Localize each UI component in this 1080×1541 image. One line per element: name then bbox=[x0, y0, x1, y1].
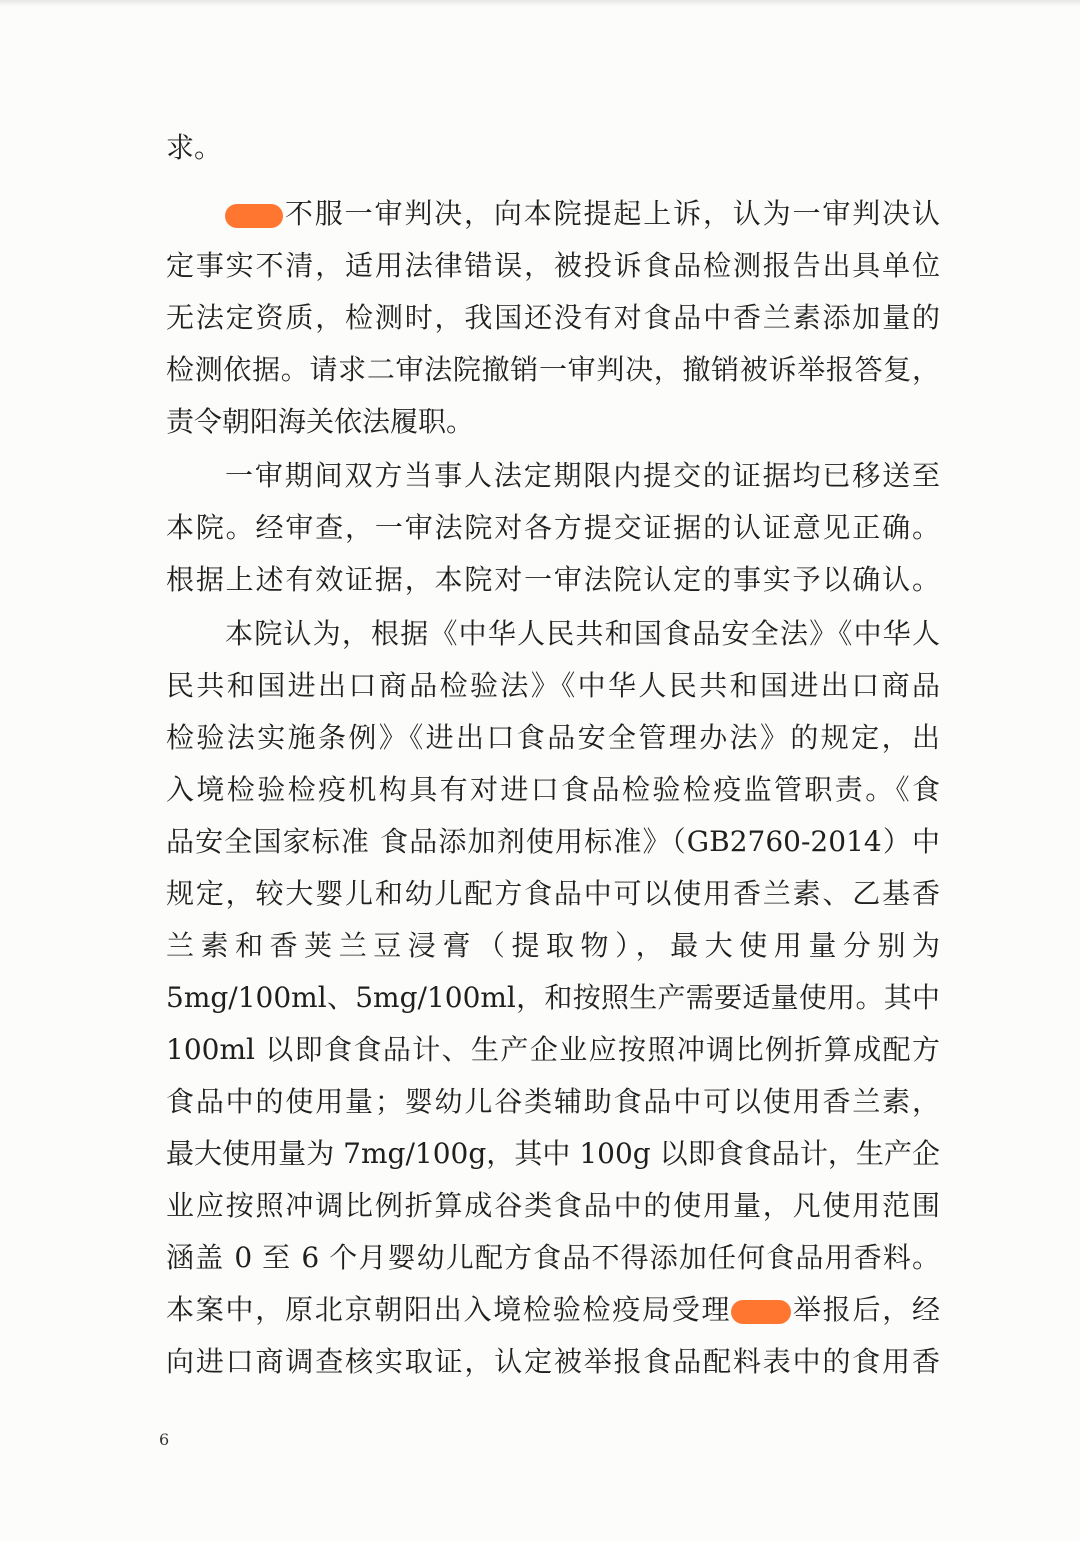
text-line-18 bbox=[166, 1033, 940, 1067]
text-line-15 bbox=[166, 877, 940, 911]
text-line-5-content: 检测依据。请求二审法院撤销一审判决，撤销被诉举报答复， bbox=[166, 353, 940, 386]
redaction-mark bbox=[225, 204, 283, 228]
text-line-6-content: 责令朝阳海关依法履职。 bbox=[166, 405, 475, 438]
text-line-16 bbox=[166, 929, 940, 963]
text-line-3-content: 定事实不清，适用法律错误，被投诉食品检测报告出具单位 bbox=[166, 249, 940, 282]
text-line-24 bbox=[166, 1345, 940, 1379]
text-line-23 bbox=[166, 1293, 940, 1327]
text-line-11-content: 民共和国进出口商品检验法》《中华人民共和国进出口商品 bbox=[166, 669, 940, 702]
text-line-23-part-1: 本案中，原北京朝阳出入境检验检疫局受理 bbox=[166, 1293, 732, 1326]
text-line-10-content: 本院认为，根据《中华人民共和国食品安全法》《中华人 bbox=[225, 617, 940, 650]
text-line-11 bbox=[166, 669, 940, 703]
text-line-1-content: 求。 bbox=[166, 131, 223, 164]
page-number: 6 bbox=[159, 1430, 170, 1449]
text-line-14-content: 品安全国家标准 食品添加剂使用标准》（GB2760-2014）中 bbox=[166, 825, 940, 858]
text-line-19-content: 食品中的使用量；婴幼儿谷类辅助食品中可以使用香兰素， bbox=[166, 1085, 940, 1118]
text-line-22-content: 涵盖 0 至 6 个月婴幼儿配方食品不得添加任何食品用香料。 bbox=[166, 1241, 940, 1274]
text-line-19 bbox=[166, 1085, 940, 1119]
text-line-24-content: 向进口商调查核实取证，认定被举报食品配料表中的食用香 bbox=[166, 1345, 940, 1378]
text-line-22 bbox=[166, 1241, 940, 1275]
text-line-8-content: 本院。经审查，一审法院对各方提交证据的认证意见正确。 bbox=[166, 511, 940, 544]
scan-edge bbox=[0, 0, 1080, 6]
text-line-20 bbox=[166, 1137, 940, 1171]
text-line-13 bbox=[166, 773, 940, 807]
text-line-21 bbox=[166, 1189, 940, 1223]
text-line-23-part-2: 举报后，经 bbox=[791, 1293, 940, 1326]
text-line-13-content: 入境检验检疫机构具有对进口食品检验检疫监管职责。《食 bbox=[166, 773, 940, 806]
text-line-5 bbox=[166, 353, 940, 387]
text-line-8 bbox=[166, 511, 940, 545]
text-line-4-content: 无法定资质，检测时，我国还没有对食品中香兰素添加量的 bbox=[166, 301, 940, 334]
text-line-2 bbox=[225, 197, 940, 231]
text-line-14 bbox=[166, 825, 940, 859]
text-line-17-content: 5mg/100ml、5mg/100ml，和按照生产需要适量使用。其中 bbox=[166, 981, 940, 1014]
text-line-7-content: 一审期间双方当事人法定期限内提交的证据均已移送至 bbox=[225, 459, 940, 492]
text-line-3 bbox=[166, 249, 940, 283]
text-line-21-content: 业应按照冲调比例折算成谷类食品中的使用量，凡使用范围 bbox=[166, 1189, 940, 1222]
text-line-16-content: 兰素和香荚兰豆浸膏（提取物），最大使用量分别为 bbox=[166, 929, 940, 962]
text-line-2-content: 不服一审判决，向本院提起上诉，认为一审判决认 bbox=[283, 197, 940, 230]
text-line-18-content: 100ml 以即食食品计、生产企业应按照冲调比例折算成配方 bbox=[166, 1033, 940, 1066]
redaction-mark bbox=[731, 1300, 791, 1324]
text-line-1 bbox=[166, 131, 940, 165]
text-line-4 bbox=[166, 301, 940, 335]
text-line-6 bbox=[166, 405, 940, 439]
text-line-9-content: 根据上述有效证据，本院对一审法院认定的事实予以确认。 bbox=[166, 563, 940, 596]
text-line-10 bbox=[225, 617, 940, 651]
text-line-15-content: 规定，较大婴儿和幼儿配方食品中可以使用香兰素、乙基香 bbox=[166, 877, 940, 910]
text-line-12 bbox=[166, 721, 940, 755]
text-line-12-content: 检验法实施条例》《进出口食品安全管理办法》的规定，出 bbox=[166, 721, 940, 754]
text-line-20-content: 最大使用量为 7mg/100g，其中 100g 以即食食品计，生产企 bbox=[166, 1137, 940, 1170]
text-line-17 bbox=[166, 981, 940, 1015]
text-line-7 bbox=[225, 459, 940, 493]
text-line-9 bbox=[166, 563, 940, 597]
